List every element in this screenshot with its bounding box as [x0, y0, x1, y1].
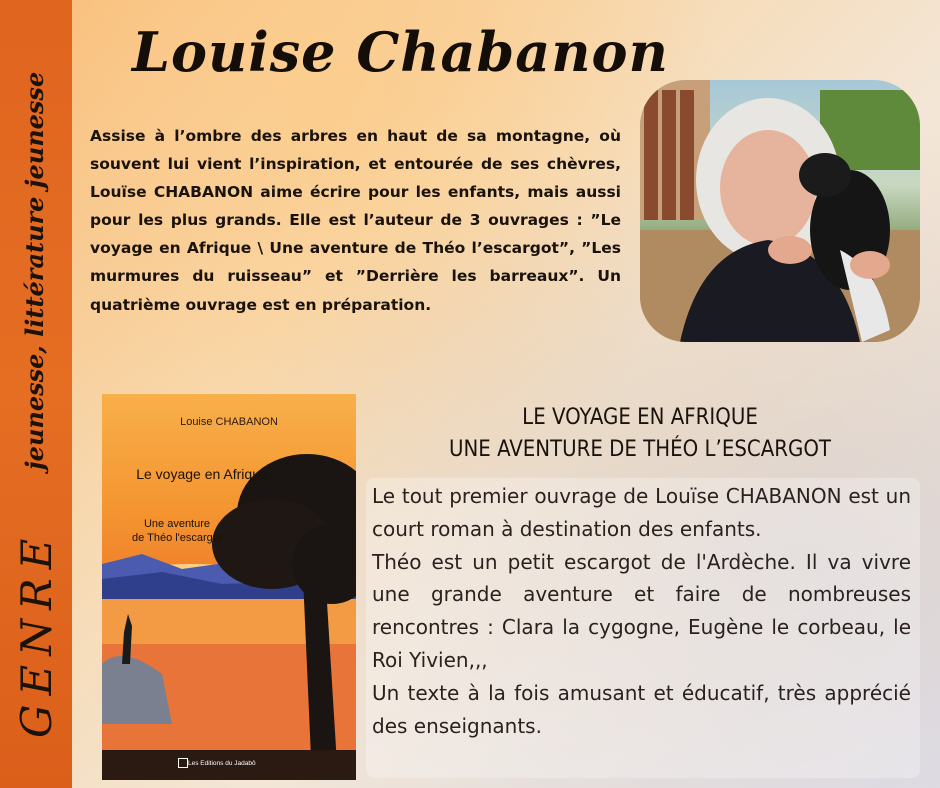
- book-heading-line2: UNE AVENTURE DE THÉO L’ESCARGOT: [448, 437, 832, 462]
- author-photo-illustration: [640, 80, 920, 342]
- genre-label: GENRE: [12, 529, 61, 738]
- book-heading: [400, 402, 880, 466]
- description-paragraph: Théo est un petit escargot de l'Ardèche. Il va vivre une grande aventure et faire de nombreuses rencontres : Clara la cygogne, Eugène le corbeau, le Roi Yivien,,,: [372, 549, 911, 672]
- author-photo: [640, 80, 920, 342]
- author-name-title: Louise Chabanon: [132, 20, 669, 84]
- description-paragraph: Un texte à la fois amusant et éducatif, très apprécié des enseignants.: [372, 680, 911, 738]
- author-bio: Assise à l’ombre des arbres en haut de sa montagne, où souvent lui vient l’inspiration, et entourée de ses chèvres, Louïse CHABANON aime écrire pour les enfants, mais aussi pour les plus grands. Elle est l’auteur de 3 ouvrages : ”Le voyage en Afrique \ Une aventure de Théo l’escargot”, ”Les murmures du ruisseau” et ”Derrière les barreaux”. Un quatrième ouvrage est en préparation.: [90, 127, 621, 314]
- book-cover: [102, 394, 356, 780]
- book-cover-illustration: [102, 394, 356, 780]
- genre-sidebar: [0, 0, 72, 788]
- cover-author: Louise CHABANON: [180, 416, 278, 428]
- publisher-logo-icon: [178, 758, 188, 768]
- cover-title: Le voyage en Afrique: [136, 466, 268, 482]
- genre-value: jeunesse, littérature jeunesse: [20, 71, 49, 470]
- cover-subtitle-line2: de Théo l'escargot: [132, 532, 222, 544]
- cover-publisher: Les Editions du Jadabô: [188, 760, 256, 767]
- cover-subtitle-line1: Une aventure: [143, 518, 211, 530]
- description-paragraph: Le tout premier ouvrage de Louïse CHABANON est un court roman à destination des enfants.: [372, 484, 911, 541]
- book-description: [372, 480, 911, 742]
- book-heading-line1: LE VOYAGE EN AFRIQUE: [522, 405, 758, 430]
